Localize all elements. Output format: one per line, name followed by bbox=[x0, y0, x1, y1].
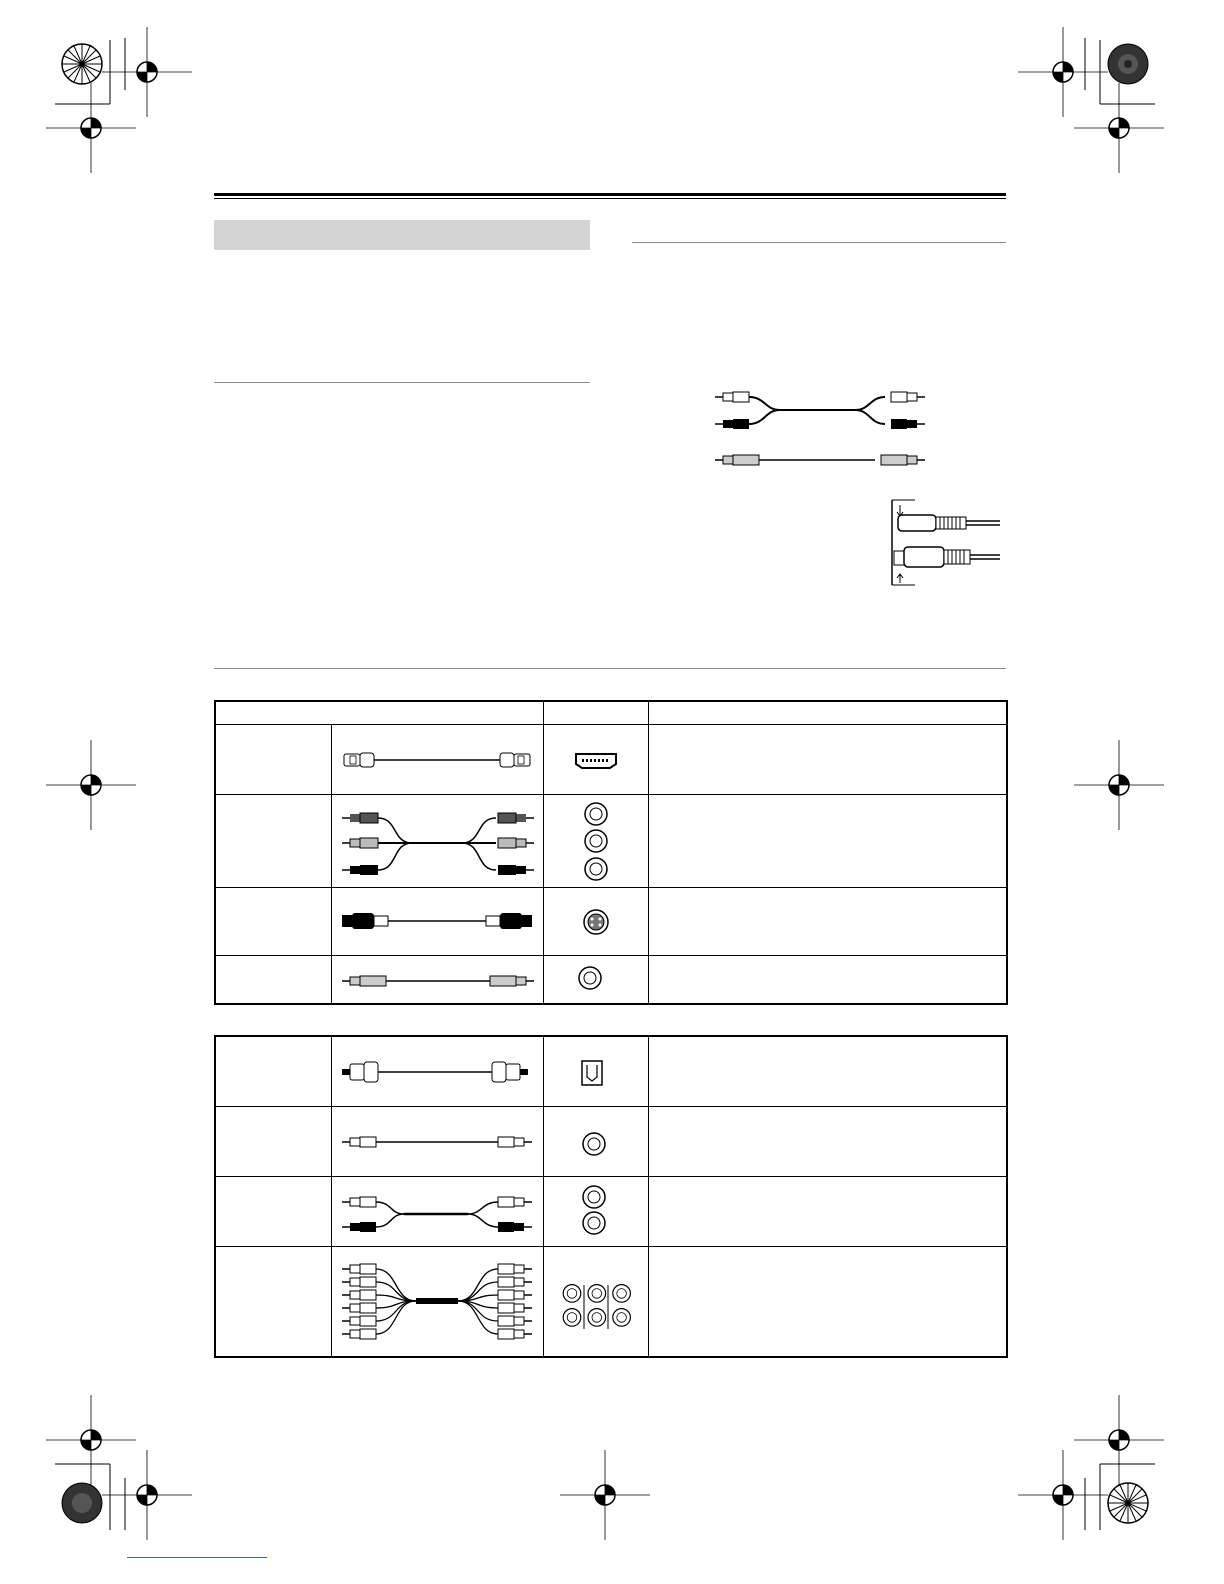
row-label bbox=[215, 1036, 331, 1107]
rca-cable-illustration bbox=[705, 385, 935, 480]
header-jack bbox=[543, 701, 648, 724]
row-description bbox=[648, 1107, 1007, 1177]
row-description bbox=[648, 955, 1007, 1004]
section-rule-full bbox=[214, 668, 1006, 669]
table-row bbox=[215, 724, 1007, 794]
registration-mark-mid-right bbox=[1070, 735, 1180, 835]
section-heading-band bbox=[214, 220, 590, 250]
row-description bbox=[648, 794, 1007, 887]
s-video-jack-icon bbox=[543, 887, 648, 955]
row-description bbox=[648, 1247, 1007, 1358]
table-row bbox=[215, 1036, 1007, 1107]
multichannel-jacks-icon bbox=[543, 1247, 648, 1358]
video-connections-table bbox=[214, 700, 1008, 1005]
component-video-cable-icon bbox=[331, 794, 543, 887]
header-rule-thick bbox=[214, 193, 1006, 196]
registration-mark-bottom-center bbox=[555, 1450, 655, 1540]
header-cable bbox=[215, 701, 543, 724]
table-header-row bbox=[215, 701, 1007, 724]
subsection-rule-right bbox=[632, 242, 1006, 243]
analog-jacks-icon bbox=[543, 1177, 648, 1247]
bottom-link-underline[interactable] bbox=[127, 1557, 267, 1558]
row-description bbox=[648, 724, 1007, 794]
table-row bbox=[215, 794, 1007, 887]
multichannel-cable-icon bbox=[331, 1247, 543, 1358]
row-label bbox=[215, 1177, 331, 1247]
hdmi-cable-icon bbox=[331, 724, 543, 794]
row-description bbox=[648, 1177, 1007, 1247]
row-label bbox=[215, 1107, 331, 1177]
header-description bbox=[648, 701, 1007, 724]
row-description bbox=[648, 1036, 1007, 1107]
row-label bbox=[215, 887, 331, 955]
plug-insertion-illustration bbox=[880, 495, 1010, 590]
coaxial-cable-icon bbox=[331, 1107, 543, 1177]
row-label bbox=[215, 955, 331, 1004]
table-row bbox=[215, 887, 1007, 955]
optical-cable-icon bbox=[331, 1036, 543, 1107]
composite-jack-icon bbox=[543, 955, 648, 1004]
registration-mark-mid-left bbox=[40, 735, 150, 835]
table-row bbox=[215, 1107, 1007, 1177]
table-row bbox=[215, 1177, 1007, 1247]
header-rule-thin bbox=[214, 198, 1006, 199]
table-row bbox=[215, 1247, 1007, 1358]
table-row bbox=[215, 955, 1007, 1004]
registration-mark-bottom-right bbox=[1010, 1390, 1224, 1584]
coaxial-jack-icon bbox=[543, 1107, 648, 1177]
optical-jack-icon bbox=[543, 1036, 648, 1107]
subsection-rule-left bbox=[214, 382, 590, 383]
s-video-cable-icon bbox=[331, 887, 543, 955]
row-description bbox=[648, 887, 1007, 955]
audio-connections-table bbox=[214, 1035, 1008, 1358]
row-label bbox=[215, 724, 331, 794]
row-label bbox=[215, 794, 331, 887]
registration-mark-top-left bbox=[0, 0, 200, 180]
component-jacks-icon bbox=[543, 794, 648, 887]
composite-video-cable-icon bbox=[331, 955, 543, 1004]
registration-mark-top-right bbox=[1010, 0, 1224, 180]
hdmi-jack-icon bbox=[543, 724, 648, 794]
row-label bbox=[215, 1247, 331, 1358]
analog-audio-cable-icon bbox=[331, 1177, 543, 1247]
registration-mark-bottom-left bbox=[0, 1390, 200, 1584]
